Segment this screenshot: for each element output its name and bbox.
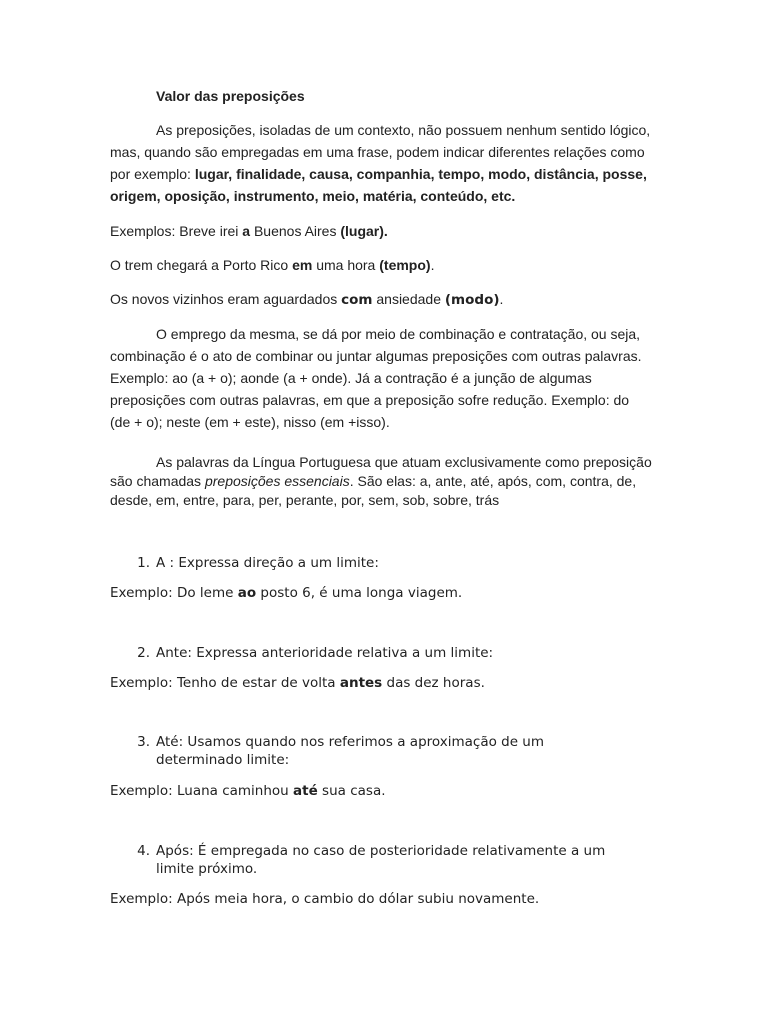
example-modo-end: .: [499, 291, 504, 307]
list-item-number: 1.: [137, 555, 150, 571]
list-item-example: Exemplo: Após meia hora, o cambio do dólar subiu novamente.: [110, 891, 540, 907]
para2-line-4: preposições com outras palavras, em que a preposição sofre redução. Exemplo: do: [110, 392, 630, 408]
example-tempo-label: (tempo): [379, 257, 431, 273]
example-lugar-label: (lugar).: [340, 223, 388, 239]
example-prep: até: [293, 783, 318, 799]
example-text: Exemplo: Tenho de estar de volta: [110, 675, 340, 691]
intro-line-3: [110, 166, 647, 182]
intro-line-1: As preposições, isoladas de um contexto, não possuem nenhum sentido lógico,: [156, 122, 651, 138]
example-modo-rest: ansiedade: [372, 291, 445, 307]
para3-line-2: [110, 473, 636, 489]
list-item-example: [110, 675, 485, 691]
example-prep: antes: [339, 675, 383, 691]
document-title: Valor das preposições: [156, 88, 305, 104]
example-modo-label: (modo): [444, 292, 500, 308]
example-text: Exemplo: Do leme: [110, 585, 238, 601]
example-tempo-rest: uma hora: [312, 257, 380, 273]
intro-relations: lugar, finalidade, causa, companhia, tempo, modo, distância, posse,: [194, 166, 647, 182]
intro-line-4: origem, oposição, instrumento, meio, matéria, conteúdo, etc.: [110, 188, 516, 204]
list-item-text: A : Expressa direção a um limite:: [156, 555, 379, 571]
example-lugar-text: Exemplos: Breve irei: [110, 223, 243, 239]
example-tempo: [110, 257, 434, 273]
list-item-text-cont: limite próximo.: [156, 861, 258, 877]
para3-line-2-text: são chamadas: [110, 473, 205, 489]
list-item-number: 3.: [137, 734, 150, 750]
list-item-number: 2.: [137, 645, 150, 661]
list-item-text: Após: É empregada no caso de posterioridade relativamente a um: [156, 843, 606, 859]
example-text: Exemplo: Luana caminhou: [110, 783, 294, 799]
list-item-example: [110, 783, 386, 799]
example-modo-text: Os novos vizinhos eram aguardados: [110, 291, 342, 307]
para3-line-3: desde, em, entre, para, per, perante, por, sem, sob, sobre, trás: [110, 492, 500, 508]
example-rest: das dez horas.: [382, 675, 485, 691]
list-item-text: Até: Usamos quando nos referimos a aproximação de um: [156, 734, 545, 750]
intro-line-3-text: por exemplo:: [110, 166, 195, 182]
example-tempo-prep: em: [292, 257, 313, 273]
para2-line-2: combinação é o ato de combinar ou juntar algumas preposições com outras palavras.: [110, 348, 642, 364]
example-tempo-text: O trem chegará a Porto Rico: [110, 257, 293, 273]
example-modo: [110, 291, 503, 308]
list-item-number: 4.: [137, 843, 150, 859]
list-item-example: [110, 585, 462, 601]
para3-line-2-rest: . São elas: a, ante, até, após, com, contra, de,: [349, 473, 637, 489]
para3-line-1: As palavras da Língua Portuguesa que atuam exclusivamente como preposição: [156, 454, 652, 470]
example-modo-prep: com: [341, 292, 373, 308]
example-rest: sua casa.: [317, 783, 386, 799]
list-item-text-cont: determinado limite:: [156, 752, 290, 768]
example-lugar-rest: Buenos Aires: [250, 223, 341, 239]
para2-line-3: Exemplo: ao (a + o); aonde (a + onde). Já a contração é a junção de algumas: [110, 370, 592, 386]
list-item-text: Ante: Expressa anterioridade relativa a um limite:: [156, 645, 494, 661]
example-lugar: [110, 223, 388, 239]
example-tempo-end: .: [430, 257, 435, 273]
essential-prepositions-term: preposições essenciais: [204, 473, 350, 489]
para2-line-5: (de + o); neste (em + este), nisso (em +isso).: [110, 414, 390, 430]
example-rest: posto 6, é uma longa viagem.: [256, 585, 463, 601]
example-lugar-prep: a: [242, 223, 251, 239]
example-prep: ao: [237, 585, 257, 601]
intro-line-2: mas, quando são empregadas em uma frase, podem indicar diferentes relações como: [110, 144, 645, 160]
para2-line-1: O emprego da mesma, se dá por meio de combinação e contratação, ou seja,: [156, 326, 641, 342]
